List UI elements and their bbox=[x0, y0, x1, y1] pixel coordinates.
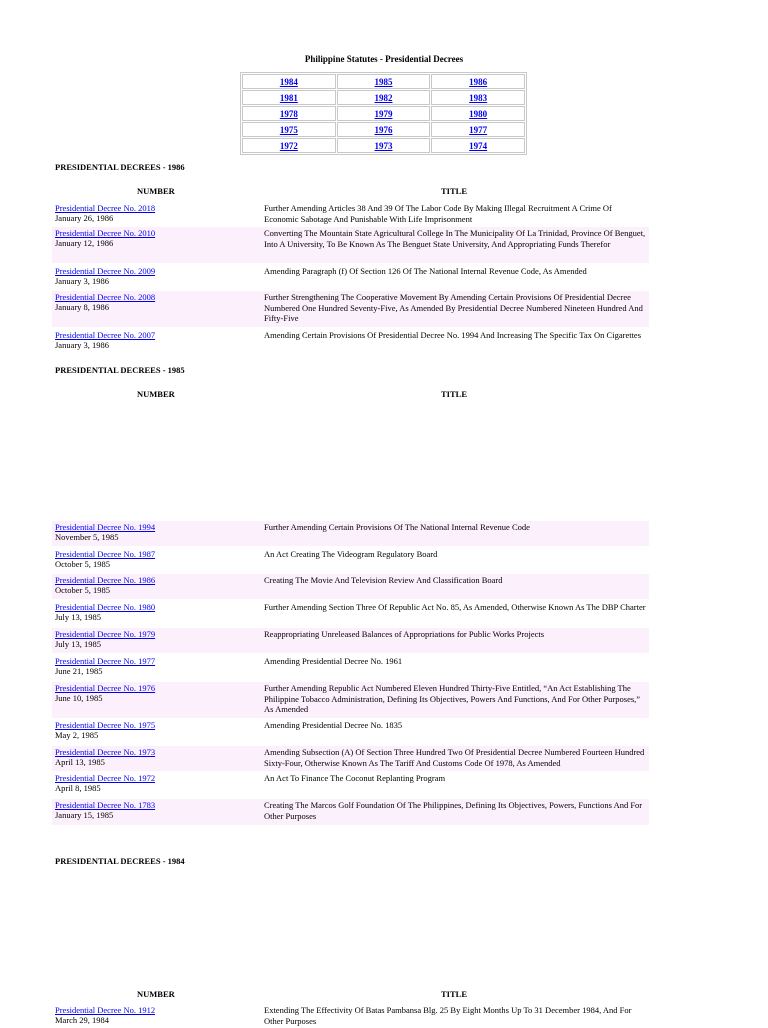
year-link[interactable]: 1974 bbox=[469, 140, 488, 151]
year-link[interactable]: 1983 bbox=[469, 92, 488, 103]
decree-link[interactable]: Presidential Decree No. 2007 bbox=[55, 330, 156, 340]
decree-row bbox=[52, 772, 649, 797]
decree-date: January 3, 1986 bbox=[55, 340, 110, 350]
column-header-number: NUMBER bbox=[137, 989, 175, 999]
year-link[interactable]: 1980 bbox=[469, 108, 488, 119]
decree-link[interactable]: Presidential Decree No. 1976 bbox=[55, 683, 156, 693]
decree-title: Reappropriating Unreleased Balances of Appropriations for Public Works Projects bbox=[264, 629, 545, 639]
year-link[interactable]: 1977 bbox=[469, 124, 488, 135]
section-heading-1986: PRESIDENTIAL DECREES - 1986 bbox=[55, 162, 185, 172]
year-link[interactable]: 1985 bbox=[374, 76, 393, 87]
decree-link[interactable]: Presidential Decree No. 1972 bbox=[55, 773, 156, 783]
column-header-title: TITLE bbox=[441, 186, 467, 196]
column-header-title: TITLE bbox=[441, 389, 467, 399]
decree-date: July 13, 1985 bbox=[55, 639, 102, 649]
decree-title: Amending Presidential Decree No. 1835 bbox=[264, 720, 403, 730]
decree-date: July 13, 1985 bbox=[55, 612, 102, 622]
decree-date: June 10, 1985 bbox=[55, 693, 103, 703]
decree-title: An Act To Finance The Coconut Replanting Program bbox=[264, 773, 446, 783]
decree-date: January 3, 1986 bbox=[55, 276, 110, 286]
decree-row bbox=[52, 265, 649, 289]
decree-link[interactable]: Presidential Decree No. 2010 bbox=[55, 228, 156, 238]
year-link[interactable]: 1979 bbox=[374, 108, 393, 119]
year-link[interactable]: 1982 bbox=[374, 92, 393, 103]
decree-row bbox=[52, 574, 649, 599]
section-heading-1985: PRESIDENTIAL DECREES - 1985 bbox=[55, 365, 185, 375]
decree-link[interactable]: Presidential Decree No. 1979 bbox=[55, 629, 156, 639]
decree-link[interactable]: Presidential Decree No. 2018 bbox=[55, 203, 156, 213]
decree-date: January 12, 1986 bbox=[55, 238, 114, 248]
decree-row bbox=[52, 746, 649, 771]
decree-row bbox=[52, 329, 649, 353]
column-header-title: TITLE bbox=[441, 989, 467, 999]
decree-row bbox=[52, 601, 649, 626]
decree-title: Converting The Mountain State Agricultural College In The Municipality Of La Trinidad, Province Of Benguet, Into A University, To Be Known As The Benguet State University, And Appropriating Funds Therefor bbox=[264, 228, 646, 249]
year-link[interactable]: 1973 bbox=[374, 140, 393, 151]
decree-link[interactable]: Presidential Decree No. 1912 bbox=[55, 1005, 156, 1015]
decree-title: Amending Certain Provisions Of Presidential Decree No. 1994 And Increasing The Specific Tax On Cigarettes bbox=[264, 330, 642, 340]
decree-link[interactable]: Presidential Decree No. 2008 bbox=[55, 292, 156, 302]
page-title: Philippine Statutes - Presidential Decrees bbox=[304, 54, 464, 64]
year-link[interactable]: 1978 bbox=[279, 108, 298, 119]
year-link[interactable]: 1975 bbox=[279, 124, 298, 135]
year-link[interactable]: 1972 bbox=[279, 140, 298, 151]
decree-title: Amending Presidential Decree No. 1961 bbox=[264, 656, 403, 666]
decree-link[interactable]: Presidential Decree No. 1973 bbox=[55, 747, 156, 757]
decree-date: January 15, 1985 bbox=[55, 810, 114, 820]
decree-date: April 8, 1985 bbox=[55, 783, 101, 793]
decree-link[interactable]: Presidential Decree No. 2009 bbox=[55, 266, 156, 276]
decree-row bbox=[52, 548, 649, 573]
decree-date: March 29, 1984 bbox=[55, 1015, 110, 1025]
year-link[interactable]: 1976 bbox=[374, 124, 393, 135]
decree-row bbox=[52, 227, 649, 263]
decree-link[interactable]: Presidential Decree No. 1987 bbox=[55, 549, 156, 559]
decree-row bbox=[52, 1004, 649, 1028]
decree-row bbox=[52, 628, 649, 653]
decree-date: April 13, 1985 bbox=[55, 757, 105, 767]
decree-link[interactable]: Presidential Decree No. 1977 bbox=[55, 656, 156, 666]
decree-title: Creating The Marcos Golf Foundation Of The Philippines, Defining Its Objectives, Powers, Functions And For Other Purposes bbox=[264, 800, 643, 821]
decree-title: Extending The Effectivity Of Batas Pambansa Blg. 25 By Eight Months Up To 31 December 1984, And For Other Purposes bbox=[264, 1005, 632, 1026]
decree-title: Amending Paragraph (f) Of Section 126 Of The National Internal Revenue Code, As Amended bbox=[264, 266, 587, 276]
decree-row bbox=[52, 682, 649, 718]
year-link[interactable]: 1981 bbox=[279, 92, 298, 103]
decree-title: Further Amending Section Three Of Republic Act No. 85, As Amended, Otherwise Known As The DBP Charter bbox=[264, 602, 646, 612]
decree-title: Further Amending Articles 38 And 39 Of The Labor Code By Making Illegal Recruitment A Crime Of Economic Sabotage And Punishable With Life Imprisonment bbox=[264, 203, 612, 224]
decree-title: An Act Creating The Videogram Regulatory Board bbox=[264, 549, 438, 559]
decree-date: June 21, 1985 bbox=[55, 666, 103, 676]
column-header-number: NUMBER bbox=[137, 186, 175, 196]
decree-row bbox=[52, 202, 649, 226]
decree-date: May 2, 1985 bbox=[55, 730, 99, 740]
year-link[interactable]: 1986 bbox=[469, 76, 488, 87]
year-index-table bbox=[240, 72, 527, 155]
decree-date: October 5, 1985 bbox=[55, 585, 111, 595]
decree-title: Further Amending Republic Act Numbered Eleven Hundred Thirty-Five Entitled, “An Act Establishing The Philippine Tobacco Administration, Defining Its Objectives, Powers And Functions, And For Other Purposes,” As Amended bbox=[264, 683, 641, 714]
decree-link[interactable]: Presidential Decree No. 1980 bbox=[55, 602, 156, 612]
year-link[interactable]: 1984 bbox=[279, 76, 298, 87]
decree-title: Further Amending Certain Provisions Of The National Internal Revenue Code bbox=[264, 522, 530, 532]
decree-title: Creating The Movie And Television Review And Classification Board bbox=[264, 575, 503, 585]
decree-link[interactable]: Presidential Decree No. 1994 bbox=[55, 522, 156, 532]
decree-row bbox=[52, 719, 649, 744]
decree-title: Further Strengthening The Cooperative Movement By Amending Certain Provisions Of Presidential Decree Numbered One Hundred Seventy-Five, As Amended By Presidential Decree Numbered Nineteen Hundred And Fifty-Five bbox=[264, 292, 643, 323]
section-heading-1984: PRESIDENTIAL DECREES - 1984 bbox=[55, 856, 185, 866]
decree-title: Amending Subsection (A) Of Section Three Hundred Two Of Presidential Decree Numbered Fourteen Hundred Sixty-Four, Otherwise Known As The Tariff And Customs Code Of 1978, As Amended bbox=[264, 747, 645, 768]
decree-link[interactable]: Presidential Decree No. 1986 bbox=[55, 575, 156, 585]
decree-row bbox=[52, 521, 649, 546]
decree-date: November 5, 1985 bbox=[55, 532, 119, 542]
decree-date: January 26, 1986 bbox=[55, 213, 114, 223]
decree-link[interactable]: Presidential Decree No. 1975 bbox=[55, 720, 156, 730]
decree-link[interactable]: Presidential Decree No. 1783 bbox=[55, 800, 156, 810]
column-header-number: NUMBER bbox=[137, 389, 175, 399]
decree-row bbox=[52, 291, 649, 327]
decree-row bbox=[52, 799, 649, 825]
decree-date: October 5, 1985 bbox=[55, 559, 111, 569]
decree-date: January 8, 1986 bbox=[55, 302, 110, 312]
decree-row bbox=[52, 655, 649, 680]
